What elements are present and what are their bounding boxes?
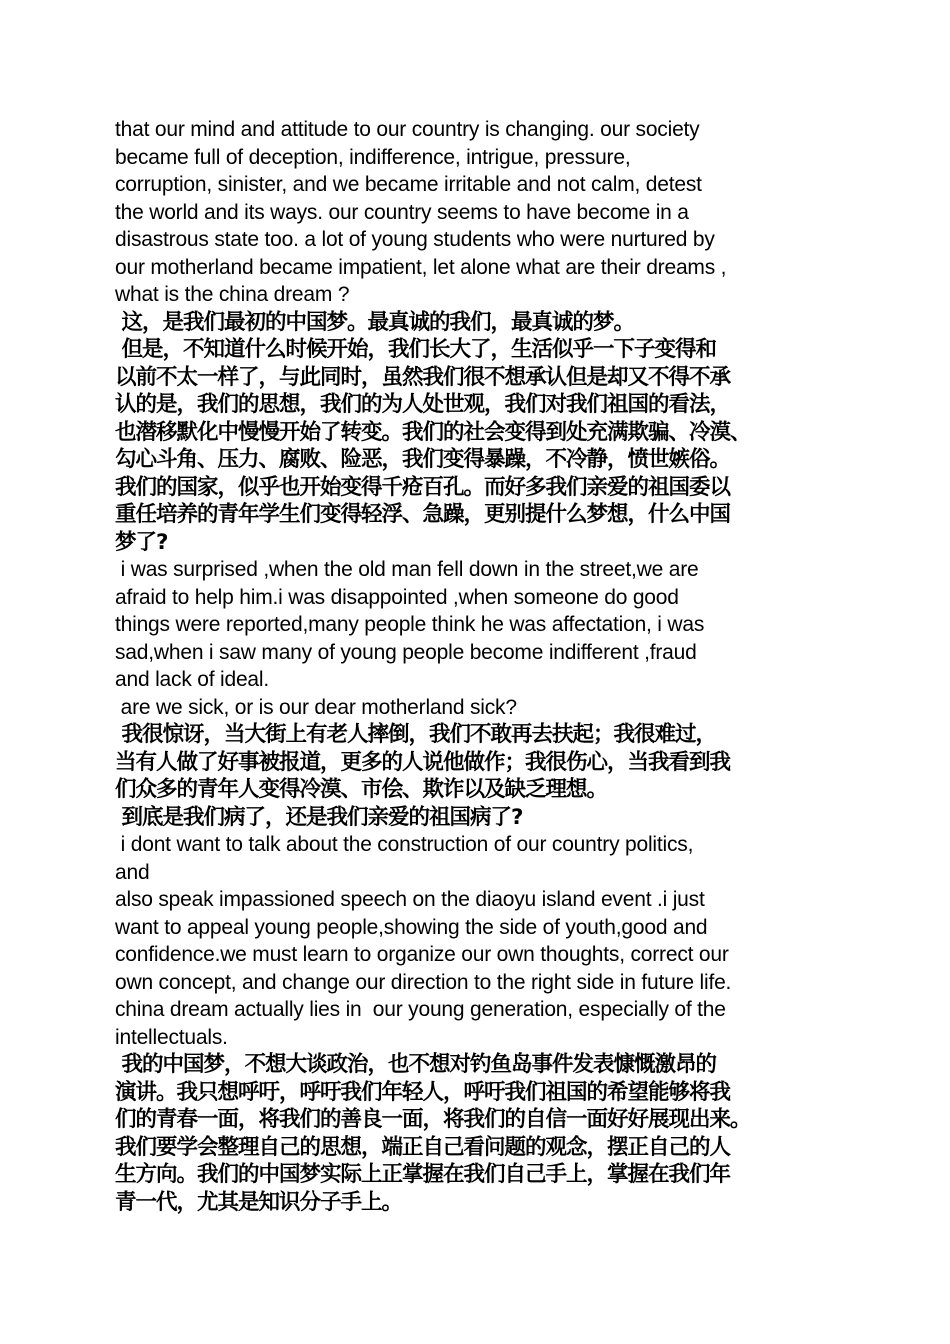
text-line-zh: 生方向。我们的中国梦实际上正掌握在我们自己手上，掌握在我们年 xyxy=(115,1162,731,1187)
text-line-zh: 重任培养的青年学生们变得轻浮、急躁，更别提什么梦想，什么中国 xyxy=(115,502,731,527)
text-line: corruption, sinister, and we became irritable and not calm, detest xyxy=(115,173,702,196)
document-page xyxy=(115,116,855,1216)
text-line: intellectuals. xyxy=(115,1025,228,1049)
text-line-zh: 勾心斗角、压力、腐败、险恶，我们变得暴躁，不冷静，愤世嫉俗。 xyxy=(115,447,731,472)
text-line: became full of deception, indifference, intrigue, pressure, xyxy=(115,145,631,169)
text-line: disastrous state too. a lot of young students who were nurtured by xyxy=(115,228,715,251)
text-line: and xyxy=(115,860,150,884)
text-line: afraid to help him.i was disappointed ,when someone do good xyxy=(115,585,679,609)
text-line-zh: 们的青春一面，将我们的善良一面，将我们的自信一面好好展现出来。 xyxy=(115,1107,751,1132)
text-line: i was surprised ,when the old man fell down in the street,we are xyxy=(115,558,699,581)
text-line: want to appeal young people,showing the side of youth,good and xyxy=(115,915,708,939)
text-line-zh: 我的中国梦，不想大谈政治，也不想对钓鱼岛事件发表慷慨激昂的 xyxy=(115,1052,716,1077)
text-line: i dont want to talk about the construction of our country politics, xyxy=(115,833,694,856)
text-line-zh: 这，是我们最初的中国梦。最真诚的我们，最真诚的梦。 xyxy=(115,309,634,335)
text-line-zh: 我们的国家，似乎也开始变得千疮百孔。而好多我们亲爱的祖国委以 xyxy=(115,474,731,500)
text-line-zh: 但是，不知道什么时候开始，我们长大了，生活似乎一下子变得和 xyxy=(115,337,716,362)
text-line: china dream actually lies in our young generation, especially of the xyxy=(115,998,726,1021)
text-line-zh: 以前不太一样了，与此同时，虽然我们很不想承认但是却又不得不承 xyxy=(115,364,731,390)
text-line-zh: 也潜移默化中慢慢开始了转变。我们的社会变得到处充满欺骗、冷漠、 xyxy=(115,419,751,445)
text-line-zh: 我们要学会整理自己的思想，端正自己看问题的观念，摆正自己的人 xyxy=(115,1134,731,1160)
text-line: what is the china dream ? xyxy=(115,283,350,306)
text-line-zh: 我很惊讶，当大街上有老人摔倒，我们不敢再去扶起；我很难过， xyxy=(115,722,716,747)
text-line: confidence.we must learn to organize our own thoughts, correct our xyxy=(115,943,729,966)
text-line-zh: 青一代，尤其是知识分子手上。 xyxy=(115,1189,403,1215)
text-line: things were reported,many people think he was affectation, i was xyxy=(115,613,705,636)
text-line: the world and its ways. our country seems to have become in a xyxy=(115,200,689,224)
text-line-zh: 当有人做了好事被报道，更多的人说他做作；我很伤心，当我看到我 xyxy=(115,749,731,775)
text-line: are we sick, or is our dear motherland sick? xyxy=(115,695,517,719)
text-line: also speak impassioned speech on the diaoyu island event .i just xyxy=(115,888,705,911)
text-line-zh: 认的是，我们的思想，我们的为人处世观，我们对我们祖国的看法， xyxy=(115,392,731,417)
text-line: own concept, and change our direction to the right side in future life. xyxy=(115,970,732,994)
text-line: sad,when i saw many of young people become indifferent ,fraud xyxy=(115,640,697,664)
text-line: that our mind and attitude to our country is changing. our society xyxy=(115,118,700,141)
text-line-zh: 梦了? xyxy=(115,529,168,555)
text-line: and lack of ideal. xyxy=(115,668,270,691)
text-line: our motherland became impatient, let alone what are their dreams , xyxy=(115,255,727,279)
text-line-zh: 到底是我们病了，还是我们亲爱的祖国病了? xyxy=(115,804,523,830)
text-line-zh: 们众多的青年人变得冷漠、市侩、欺诈以及缺乏理想。 xyxy=(115,777,608,802)
text-line-zh: 演讲。我只想呼吁，呼吁我们年轻人，呼吁我们祖国的希望能够将我 xyxy=(115,1079,731,1105)
